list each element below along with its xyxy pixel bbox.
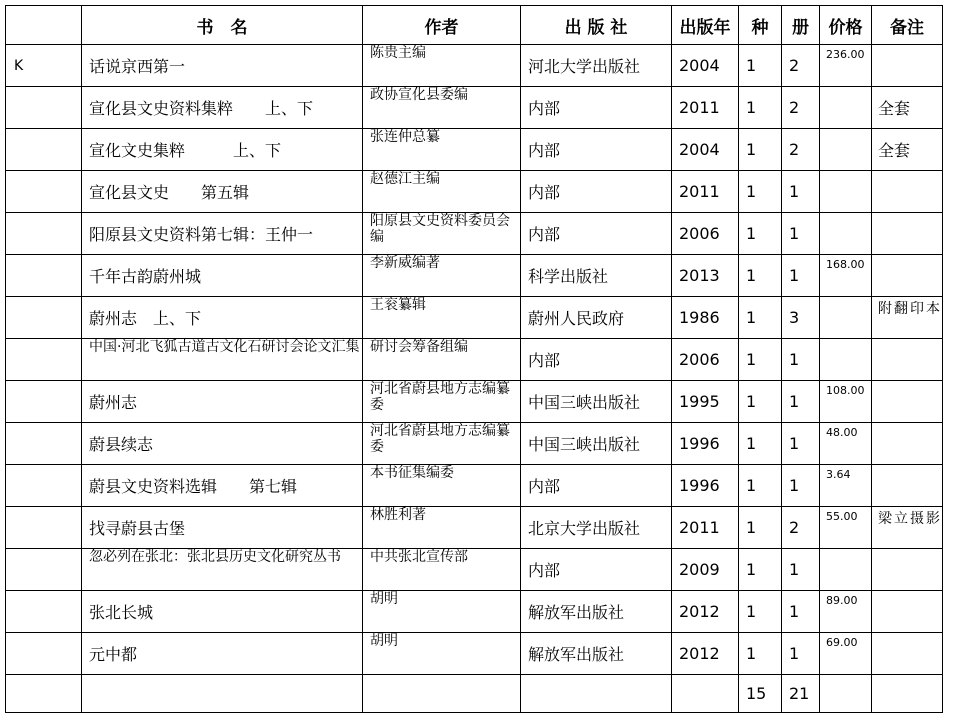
header-price: 价格 xyxy=(820,6,872,45)
cell-author: 阳原县文史资料委员会编 xyxy=(363,213,521,255)
cell-kinds: 1 xyxy=(739,255,782,297)
table-row xyxy=(6,507,943,549)
cell-publisher: 内部 xyxy=(521,129,672,171)
cell-title: 蔚州志 上、下 xyxy=(82,297,363,339)
cell-author: 赵德江主编 xyxy=(363,171,521,213)
cell-notes xyxy=(872,381,943,423)
cell-author: 河北省蔚县地方志编纂委 xyxy=(363,381,521,423)
cell-category xyxy=(6,549,82,591)
cell-year: 1986 xyxy=(672,297,739,339)
cell-volumes: 1 xyxy=(782,171,820,213)
cell-year: 2011 xyxy=(672,171,739,213)
cell-volumes: 1 xyxy=(782,633,820,675)
cell-volumes: 1 xyxy=(782,591,820,633)
cell-author: 胡明 xyxy=(363,591,521,633)
cell-year: 2006 xyxy=(672,213,739,255)
cell-kinds: 1 xyxy=(739,171,782,213)
cell-author: 张连仲总纂 xyxy=(363,129,521,171)
table-row xyxy=(6,591,943,633)
cell-publisher: 河北大学出版社 xyxy=(521,45,672,87)
table-body xyxy=(6,45,943,713)
cell-category xyxy=(6,591,82,633)
cell-title: 忽必列在张北：张北县历史文化研究丛书 xyxy=(82,549,363,591)
cell-publisher: 科学出版社 xyxy=(521,255,672,297)
totals-empty-cell xyxy=(820,675,872,713)
cell-kinds: 1 xyxy=(739,381,782,423)
cell-title: 阳原县文史资料第七辑：王仲一 xyxy=(82,213,363,255)
header-title: 书 名 xyxy=(82,6,363,45)
cell-year: 2004 xyxy=(672,45,739,87)
total-volumes: 21 xyxy=(782,675,820,713)
cell-author: 李新威编著 xyxy=(363,255,521,297)
cell-year: 2011 xyxy=(672,507,739,549)
cell-kinds: 1 xyxy=(739,549,782,591)
cell-publisher: 解放军出版社 xyxy=(521,633,672,675)
cell-category xyxy=(6,339,82,381)
cell-title: 蔚县续志 xyxy=(82,423,363,465)
totals-empty-cell xyxy=(82,675,363,713)
cell-price xyxy=(820,87,872,129)
cell-kinds: 1 xyxy=(739,339,782,381)
cell-notes xyxy=(872,465,943,507)
totals-empty-cell xyxy=(672,675,739,713)
table-row xyxy=(6,171,943,213)
cell-publisher: 内部 xyxy=(521,213,672,255)
cell-year: 1996 xyxy=(672,465,739,507)
cell-author: 河北省蔚县地方志编纂委 xyxy=(363,423,521,465)
cell-notes: 全套 xyxy=(872,87,943,129)
header-kinds: 种 xyxy=(739,6,782,45)
cell-price xyxy=(820,171,872,213)
cell-volumes: 1 xyxy=(782,465,820,507)
cell-publisher: 中国三峡出版社 xyxy=(521,381,672,423)
cell-title: 找寻蔚县古堡 xyxy=(82,507,363,549)
cell-year: 2009 xyxy=(672,549,739,591)
cell-price xyxy=(820,339,872,381)
header-year: 出版年 xyxy=(672,6,739,45)
cell-publisher: 内部 xyxy=(521,171,672,213)
cell-title: 宣化文史集粹 上、下 xyxy=(82,129,363,171)
totals-empty-cell xyxy=(6,675,82,713)
cell-category: K xyxy=(6,45,82,87)
cell-category xyxy=(6,465,82,507)
cell-year: 1996 xyxy=(672,423,739,465)
cell-year: 2012 xyxy=(672,633,739,675)
cell-price xyxy=(820,129,872,171)
table-row xyxy=(6,549,943,591)
cell-notes xyxy=(872,549,943,591)
cell-notes: 梁立摄影 xyxy=(872,507,943,549)
total-kinds: 15 xyxy=(739,675,782,713)
cell-title: 宣化县文史资料集粹 上、下 xyxy=(82,87,363,129)
totals-empty-cell xyxy=(521,675,672,713)
cell-category xyxy=(6,381,82,423)
cell-category xyxy=(6,507,82,549)
cell-year: 2012 xyxy=(672,591,739,633)
cell-title: 蔚县文史资料选辑 第七辑 xyxy=(82,465,363,507)
cell-author: 胡明 xyxy=(363,633,521,675)
cell-category xyxy=(6,423,82,465)
cell-publisher: 内部 xyxy=(521,87,672,129)
cell-kinds: 1 xyxy=(739,213,782,255)
cell-notes xyxy=(872,213,943,255)
cell-kinds: 1 xyxy=(739,633,782,675)
cell-title: 元中都 xyxy=(82,633,363,675)
header-publisher: 出 版 社 xyxy=(521,6,672,45)
cell-price xyxy=(820,213,872,255)
cell-volumes: 2 xyxy=(782,129,820,171)
cell-publisher: 中国三峡出版社 xyxy=(521,423,672,465)
cell-author: 中共张北宣传部 xyxy=(363,549,521,591)
header-author: 作者 xyxy=(363,6,521,45)
cell-price xyxy=(820,297,872,339)
cell-volumes: 1 xyxy=(782,549,820,591)
cell-category xyxy=(6,87,82,129)
cell-notes: 全套 xyxy=(872,129,943,171)
cell-title: 中国·河北飞狐古道古文化石研讨会论文汇集 xyxy=(82,339,363,381)
table-row xyxy=(6,129,943,171)
cell-category xyxy=(6,633,82,675)
cell-author: 政协宣化县委编 xyxy=(363,87,521,129)
cell-year: 1995 xyxy=(672,381,739,423)
cell-publisher: 解放军出版社 xyxy=(521,591,672,633)
cell-notes xyxy=(872,633,943,675)
cell-year: 2006 xyxy=(672,339,739,381)
cell-notes xyxy=(872,255,943,297)
cell-price: 168.00 xyxy=(820,255,872,297)
cell-notes xyxy=(872,423,943,465)
table-row xyxy=(6,423,943,465)
cell-category xyxy=(6,171,82,213)
table-row xyxy=(6,87,943,129)
cell-notes xyxy=(872,339,943,381)
cell-category xyxy=(6,297,82,339)
cell-category xyxy=(6,213,82,255)
header-category xyxy=(6,6,82,45)
table-row xyxy=(6,213,943,255)
cell-price: 48.00 xyxy=(820,423,872,465)
cell-year: 2004 xyxy=(672,129,739,171)
cell-author: 王衮纂辑 xyxy=(363,297,521,339)
cell-volumes: 2 xyxy=(782,507,820,549)
cell-title: 张北长城 xyxy=(82,591,363,633)
table-row xyxy=(6,381,943,423)
table-row xyxy=(6,297,943,339)
cell-volumes: 1 xyxy=(782,255,820,297)
cell-title: 话说京西第一 xyxy=(82,45,363,87)
cell-price: 236.00 xyxy=(820,45,872,87)
cell-kinds: 1 xyxy=(739,591,782,633)
header-volumes: 册 xyxy=(782,6,820,45)
cell-price: 89.00 xyxy=(820,591,872,633)
totals-row xyxy=(6,675,943,713)
cell-price: 3.64 xyxy=(820,465,872,507)
cell-title: 宣化县文史 第五辑 xyxy=(82,171,363,213)
totals-empty-cell xyxy=(363,675,521,713)
cell-kinds: 1 xyxy=(739,507,782,549)
totals-empty-cell xyxy=(872,675,943,713)
book-catalog-table xyxy=(5,5,943,713)
cell-kinds: 1 xyxy=(739,423,782,465)
header-notes: 备注 xyxy=(872,6,943,45)
cell-notes xyxy=(872,591,943,633)
cell-author: 林胜利著 xyxy=(363,507,521,549)
cell-publisher: 蔚州人民政府 xyxy=(521,297,672,339)
cell-title: 千年古韵蔚州城 xyxy=(82,255,363,297)
cell-author: 陈贵主编 xyxy=(363,45,521,87)
cell-kinds: 1 xyxy=(739,297,782,339)
cell-year: 2013 xyxy=(672,255,739,297)
cell-price xyxy=(820,549,872,591)
cell-price: 55.00 xyxy=(820,507,872,549)
cell-category xyxy=(6,255,82,297)
table-row xyxy=(6,255,943,297)
cell-volumes: 1 xyxy=(782,381,820,423)
cell-volumes: 1 xyxy=(782,423,820,465)
cell-title: 蔚州志 xyxy=(82,381,363,423)
cell-volumes: 1 xyxy=(782,339,820,381)
cell-notes xyxy=(872,171,943,213)
table-row xyxy=(6,465,943,507)
cell-kinds: 1 xyxy=(739,129,782,171)
cell-author: 研讨会筹备组编 xyxy=(363,339,521,381)
cell-volumes: 3 xyxy=(782,297,820,339)
cell-price: 108.00 xyxy=(820,381,872,423)
cell-publisher: 内部 xyxy=(521,549,672,591)
header-row xyxy=(6,6,943,45)
cell-price: 69.00 xyxy=(820,633,872,675)
cell-kinds: 1 xyxy=(739,87,782,129)
cell-kinds: 1 xyxy=(739,45,782,87)
table-row xyxy=(6,633,943,675)
cell-author: 本书征集编委 xyxy=(363,465,521,507)
cell-notes: 附翻印本 xyxy=(872,297,943,339)
cell-publisher: 内部 xyxy=(521,339,672,381)
cell-publisher: 北京大学出版社 xyxy=(521,507,672,549)
cell-notes xyxy=(872,45,943,87)
cell-category xyxy=(6,129,82,171)
table-row xyxy=(6,45,943,87)
cell-volumes: 2 xyxy=(782,87,820,129)
cell-kinds: 1 xyxy=(739,465,782,507)
cell-volumes: 1 xyxy=(782,213,820,255)
table-row xyxy=(6,339,943,381)
cell-year: 2011 xyxy=(672,87,739,129)
cell-volumes: 2 xyxy=(782,45,820,87)
cell-publisher: 内部 xyxy=(521,465,672,507)
